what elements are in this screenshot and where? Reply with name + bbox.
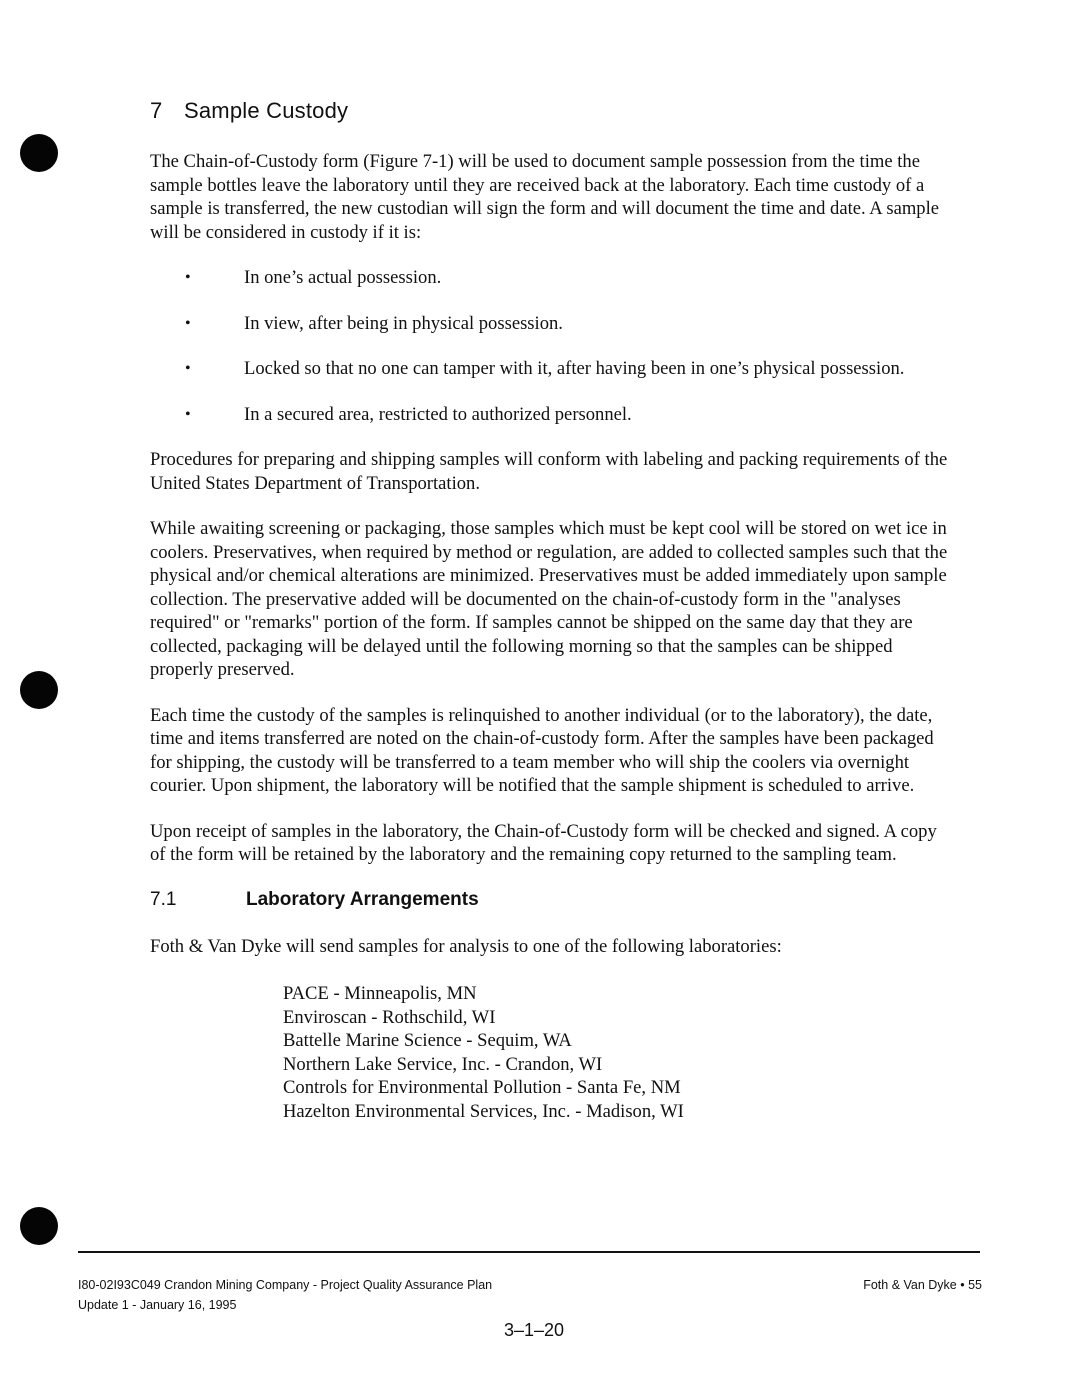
paragraph-shipping: Procedures for preparing and shipping samples will conform with labeling and packing requirements of the United States Department of Transportation. <box>150 449 948 494</box>
section-intro: The Chain-of-Custody form (Figure 7-1) will be used to document sample possession from the time the sample bottles leave the laboratory until they are received back at the laboratory. Each time custody of a sample is transferred, the new custodian will sign the form and will document the time and date. A sample will be considered in custody if it is: <box>150 151 940 243</box>
subsection-number: 7.1 <box>150 888 177 910</box>
punch-hole-2 <box>20 671 58 709</box>
list-item: • In a secured area, restricted to authorized personnel. <box>185 403 632 425</box>
footer-divider <box>78 1251 980 1253</box>
bullet-icon: • <box>185 314 191 332</box>
footer-right: Foth & Van Dyke • 55 <box>863 1278 982 1292</box>
footer-update: Update 1 - January 16, 1995 <box>78 1298 237 1312</box>
footer-left <box>78 1275 492 1315</box>
subsection-heading <box>150 889 950 911</box>
custody-criteria-list <box>150 266 950 426</box>
bullet-icon: • <box>185 269 191 286</box>
laboratory-list <box>150 982 950 1123</box>
section-number: 7 <box>150 98 163 123</box>
page-content <box>150 98 950 1123</box>
section-heading <box>150 98 950 124</box>
bullet-icon: • <box>185 360 191 377</box>
punch-hole-1 <box>20 134 58 172</box>
list-item: PACE - Minneapolis, MN <box>283 983 477 1004</box>
subsection-intro: Foth & Van Dyke will send samples for analysis to one of the following laboratories: <box>150 935 782 957</box>
punch-hole-3 <box>20 1207 58 1245</box>
list-item: • Locked so that no one can tamper with it, after having been in one’s physical possession. <box>185 358 905 379</box>
paragraph-preservatives: While awaiting screening or packaging, those samples which must be kept cool will be stored on wet ice in coolers. Preservatives, when required by method or regulation, are added to collected samples such that the physical and/or chemical alterations are minimized. Preservatives must be added immediately upon sample collection. The preservative added will be documented on the chain-of-custody form in the "analyses required" or "remarks" portion of the form. If samples cannot be shipped on the same day that they are collected, packaging will be delayed until the following morning so that the samples can be shipped properly preserved. <box>150 518 948 680</box>
list-item: Hazelton Environmental Services, Inc. - Madison, WI <box>283 1100 684 1122</box>
list-item: Enviroscan - Rothschild, WI <box>283 1006 496 1028</box>
paragraph-receipt: Upon receipt of samples in the laboratory, the Chain-of-Custody form will be checked and signed. A copy of the form will be retained by the laboratory and the remaining copy returned to the sampling team. <box>150 820 937 865</box>
list-item: Battelle Marine Science - Sequim, WA <box>283 1030 572 1051</box>
section-title: Sample Custody <box>184 98 349 123</box>
list-item: Controls for Environmental Pollution - Santa Fe, NM <box>283 1077 681 1098</box>
list-item: • In one’s actual possession. <box>185 267 442 288</box>
subsection-title: Laboratory Arrangements <box>246 888 479 910</box>
list-item: • In view, after being in physical possession. <box>185 312 563 334</box>
bullet-icon: • <box>185 405 191 423</box>
list-item: Northern Lake Service, Inc. - Crandon, WI <box>283 1053 603 1075</box>
paragraph-relinquish: Each time the custody of the samples is relinquished to another individual (or to the laboratory), the date, time and items transferred are noted on the chain-of-custody form. After the samples have been packaged for shipping, the custody will be transferred to a team member who will ship the coolers via overnight courier. Upon shipment, the laboratory will be notified that the sample shipment is scheduled to arrive. <box>150 704 934 796</box>
page-number: 3–1–20 <box>503 1320 565 1340</box>
footer-document-id: I80-02I93C049 Crandon Mining Company - Project Quality Assurance Plan <box>78 1278 493 1292</box>
